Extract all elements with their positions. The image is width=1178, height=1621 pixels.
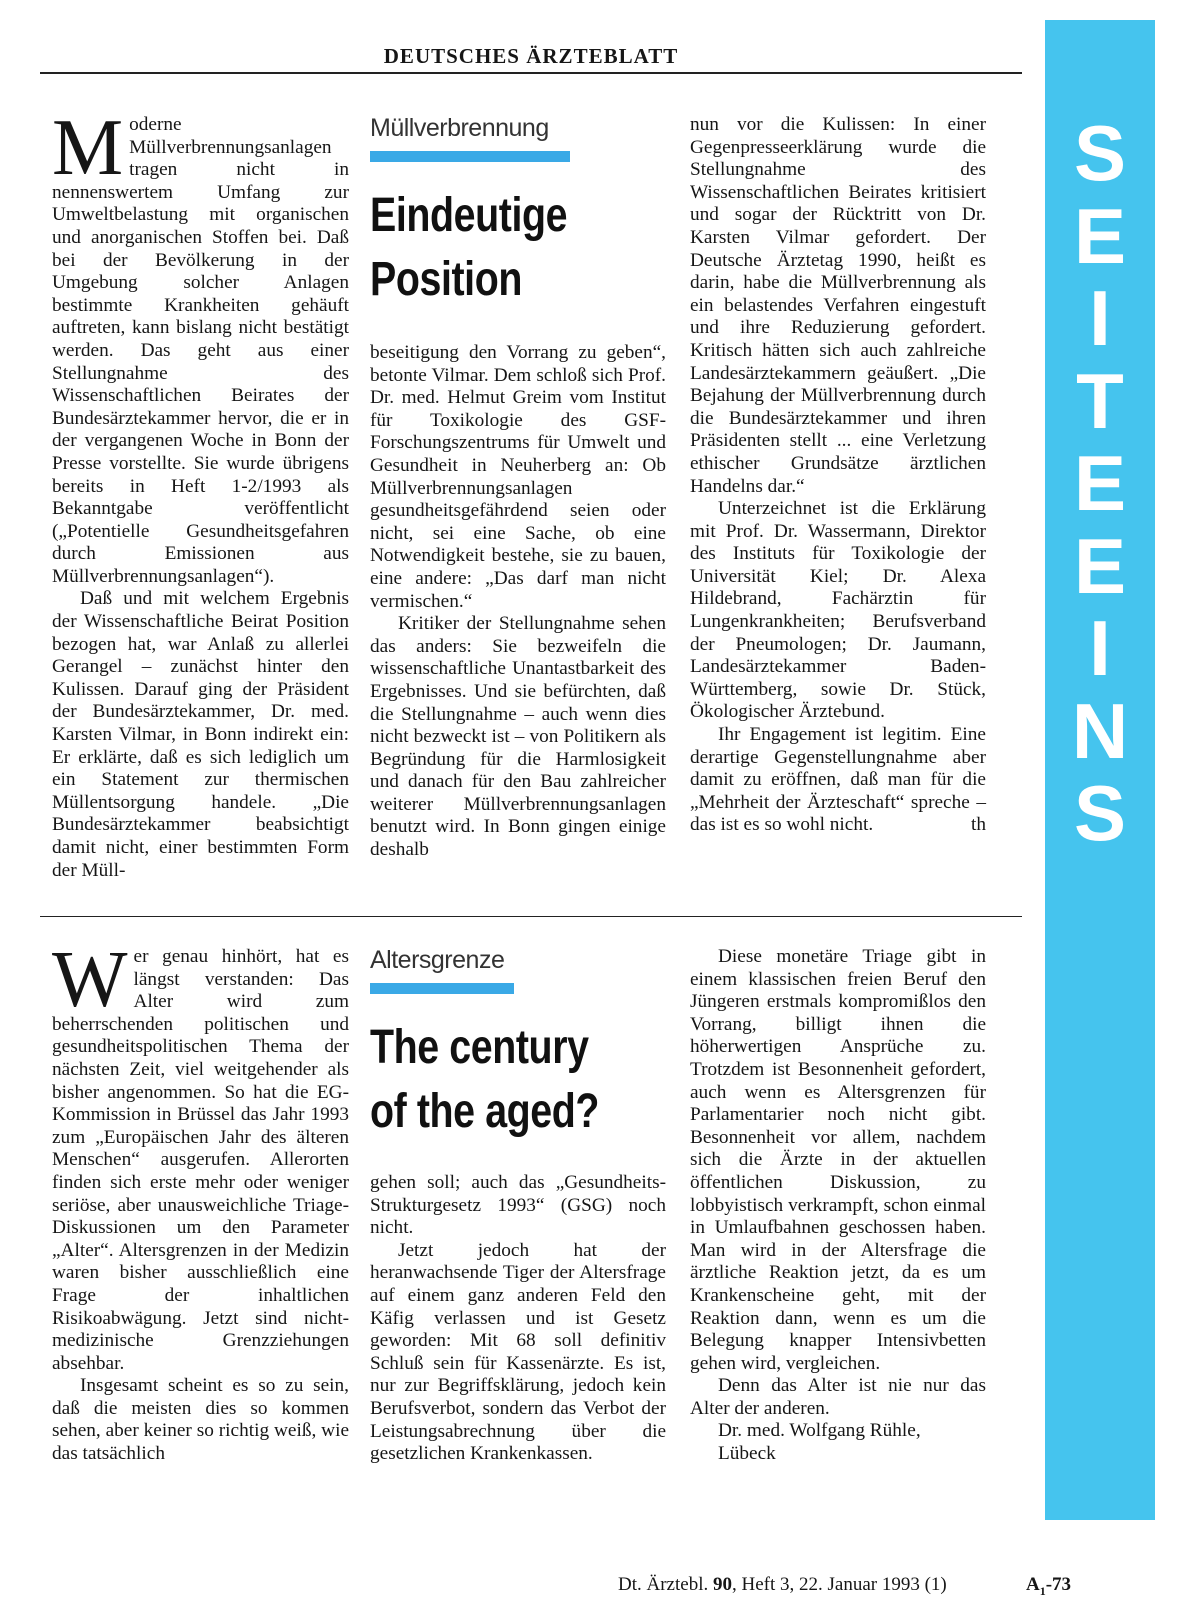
masthead-rule bbox=[40, 72, 1022, 74]
article1-col2-paragraph-2: Kritiker der Stellungnahme sehen das anders: Sie bezweifeln die wissenschaftliche Unantastbarkeit des Ergebnisses. Und sie befürchten, daß die Stellungnahme – auch wenn dies nicht bezweckt ist – von Politikern als Begründung für die Harmlosigkeit und danach für den Bau zahlreicher weiterer Müllverbrennungsanlagen benutzt wird. In Bonn gingen einige deshalb bbox=[370, 613, 666, 861]
page-number-value: -73 bbox=[1045, 1574, 1072, 1595]
footer-issue-date: , Heft 3, 22. Januar 1993 (1) bbox=[731, 1574, 947, 1595]
sidebar-letter: E bbox=[1073, 521, 1127, 610]
article2-header bbox=[370, 946, 670, 1144]
article1-col2-paragraph-1: beseitigung den Vorrang zu geben“, betonte Vilmar. Dem schloß sich Prof. Dr. med. Helmut Greim vom Institut für Toxikologie des GSF-Forschungszentrums für Umwelt und Gesundheit in Neuherberg an: Ob Müllverbrennungsanlagen gesundheitsgefährdend seien oder nicht, sei eine Sache, ob eine Notwendigkeit bestehe, sie zu bauen, eine andere: „Das darf man nicht vermischen.“ bbox=[370, 342, 666, 612]
article2-col1-paragraph-2: Insgesamt scheint es so zu sein, daß die meisten dies so kommen sehen, aber keiner so richtig weiß, wie das tatsächlich bbox=[52, 1375, 349, 1465]
article1-signature: th bbox=[971, 814, 986, 836]
article2-dropcap: W bbox=[52, 936, 128, 1024]
article2-col2-paragraph-1: gehen soll; auch das „Gesundheits-Strukturgesetz 1993“ (GSG) noch nicht. bbox=[370, 1172, 666, 1239]
article2-headline-line-1: The century bbox=[370, 1021, 589, 1074]
article2-col1-paragraph-1: er genau hinhört, hat es längst verstanden: Das Alter wird zum beherrschenden politischen und gesundheitspolitischen Thema der nächsten Zeit, viel weitgehender als bisher angenommen. So hat die EG-Kommission in Brüssel das Jahr 1993 zum „Europäischen Jahr des älteren Menschen“ ausgerufen. Allerorten finden sich erste mehr oder weniger seriöse, aber unausweichliche Triage-Diskussionen um den Parameter „Alter“. Altersgrenzen in der Medizin waren bisher ausschließlich eine Frage der inhaltlichen Risikoabwägung. Jetzt sind nicht-medizinische Grenzziehungen absehbar. bbox=[52, 946, 349, 1374]
article2-author-city: Lübeck bbox=[718, 1443, 776, 1465]
article2-col3-paragraph-1: Diese monetäre Triage gibt in einem klassischen freien Beruf den Jüngeren erstmals kompromißlos den Vorrang, billigt ihnen die höherwertigen Ansprüche zu. Trotzdem ist Besonnenheit gefordert, auch wenn es Altersgrenzen für Parlamentarier noch nicht gibt. Besonnenheit vor allem, nachdem sich die Ärzte in der aktuellen öffentlichen Diskussion, zu lobbyistisch verkrampft, schon einmal in Umlaufbahnen geschossen haben. Man wird in der Altersfrage die ärztliche Reaktion jetzt, da es um Krankenscheine geht, mit der Reaktion dann, wenn es um die Belegung knapper Intensivbetten gehen wird, vergleichen. bbox=[690, 946, 986, 1374]
page-number bbox=[1026, 1574, 1071, 1599]
article2-col3-paragraph-2: Denn das Alter ist nie nur das Alter der anderen. bbox=[690, 1375, 986, 1419]
sidebar-letter: E bbox=[1073, 191, 1127, 280]
sidebar-letter: N bbox=[1071, 686, 1129, 775]
article1-kicker: Müllverbrennung bbox=[370, 114, 549, 142]
article1-dropcap: M bbox=[52, 104, 124, 192]
sidebar-letter: I bbox=[1089, 274, 1111, 362]
article1-column-3 bbox=[690, 114, 986, 837]
article2-column-2 bbox=[370, 1172, 666, 1466]
sidebar-letter: E bbox=[1073, 439, 1127, 527]
article2-headline bbox=[370, 1016, 649, 1144]
article2-author-name: Dr. med. Wolfgang Rühle, bbox=[718, 1420, 921, 1442]
footer-journal: Dt. Ärztebl. bbox=[618, 1574, 709, 1595]
article2-col2-paragraph-2: Jetzt jedoch hat der heranwachsende Tiger der Altersfrage auf einem ganz anderen Feld den Käfig verlassen und ist Gesetz geworden: Mit 68 soll definitiv Schluß sein für Kassenärzte. Es ist, nur zur Begriffsklärung, jedoch kein Berufsverbot, sondern das Verbot der Leistungsabrechnung über die gesetzlichen Krankenkassen. bbox=[370, 1239, 666, 1465]
footer-volume: 90 bbox=[712, 1574, 732, 1595]
article1-col3-paragraph-2: Unterzeichnet ist die Erklärung mit Prof. Dr. Wassermann, Direktor des Instituts für Toxikologie der Universität Kiel; Dr. Alexa Hildebrand, Fachärztin für Lungenkrankheiten; Berufsverband der Pneumologen; Dr. Jaumann, Landesärztekammer Baden-Württemberg, sowie Dr. Stück, Ökologischer Ärztebund. bbox=[690, 498, 986, 723]
sidebar-letter: I bbox=[1089, 604, 1111, 692]
article1-col3-paragraph-3-text: Ihr Engagement ist legitim. Eine derartige Gegenstellungnahme aber damit zu eröffnen, daß man für die „Mehrheit der Ärzteschaft“ spreche – das ist es so wohl nicht. bbox=[690, 724, 986, 836]
page-number-sub: 1 bbox=[1039, 1583, 1046, 1598]
article2-column-1 bbox=[52, 936, 349, 1466]
article1-column-2 bbox=[370, 342, 666, 862]
article-divider bbox=[40, 916, 1022, 917]
article2-column-3 bbox=[690, 946, 986, 1466]
page-footer bbox=[618, 1574, 947, 1596]
sidebar-letter: S bbox=[1073, 109, 1127, 197]
article1-headline bbox=[370, 184, 649, 312]
article1-header bbox=[370, 114, 670, 312]
article2-headline-line-2: of the aged? bbox=[370, 1085, 600, 1138]
article1-col3-paragraph-1: nun vor die Kulissen: In einer Gegenpresseerklärung wurde die Stellungnahme des Wissenschaftlichen Beirates kritisiert und sogar der Rücktritt von Dr. Karsten Vilmar gefordert. Der Deutsche Ärztetag 1990, heißt es darin, habe die Müllverbrennung als ein belastendes Verfahren eingestuft und ihre Reduzierung gefordert. Kritisch hätten sich auch zahlreiche Landesärztekammern geäußert. „Die Bejahung der Müllverbrennung durch die Bundesärztekammer und ihren Präsidenten stellt ... eine Verletzung ethischer Grundsätze ärztlichen Handelns dar.“ bbox=[690, 114, 986, 497]
sidebar-label bbox=[1045, 109, 1155, 857]
article1-col1-paragraph-2: Daß und mit welchem Ergebnis der Wissenschaftliche Beirat Position bezogen hat, war Anlaß zu allerlei Gerangel – zunächst hinter den Kulissen. Darauf ging der Präsident der Bundesärztekammer, Dr. med. Karsten Vilmar, in Bonn indirekt ein: Er erklärte, daß es sich lediglich um ein Statement zur thermischen Müllentsorgung handele. „Die Bundesärztekammer beabsichtigt damit nicht, einer bestimmten Form der Müll- bbox=[52, 588, 349, 881]
page-number-prefix: A bbox=[1026, 1574, 1040, 1595]
article1-kicker-bar bbox=[370, 151, 570, 162]
article1-col1-paragraph-1: oderne Müllverbrennungsanlagen tragen nicht in nennenswertem Umfang zur Umweltbelastung mit organischen und anorganischen Stoffen bei. Daß bei der Bevölkerung in der Umgebung solcher Anlagen bestimmte Krankheiten gehäuft auftreten, kann bislang nicht bestätigt werden. Das geht aus einer Stellungnahme des Wissenschaftlichen Beirates der Bundesärztekammer hervor, die er in der vergangenen Woche in Bonn der Presse vorstellte. Sie wurde übrigens bereits in Heft 1-2/1993 als Bekanntgabe veröffentlicht („Potentielle Gesundheitsgefahren durch Emissionen aus Müllverbrennungsanlagen“). bbox=[52, 114, 349, 587]
masthead: DEUTSCHES ÄRZTEBLATT bbox=[383, 44, 679, 68]
article1-col3-paragraph-3 bbox=[690, 724, 986, 837]
article2-kicker: Altersgrenze bbox=[370, 946, 505, 974]
article1-headline-line-1: Eindeutige bbox=[370, 189, 568, 242]
sidebar-seite-eins bbox=[1045, 20, 1155, 1520]
sidebar-letter: T bbox=[1076, 356, 1124, 445]
sidebar-letter: S bbox=[1073, 769, 1127, 857]
article1-headline-line-2: Position bbox=[370, 253, 522, 306]
article2-kicker-bar bbox=[370, 983, 514, 994]
article1-column-1 bbox=[52, 104, 349, 882]
